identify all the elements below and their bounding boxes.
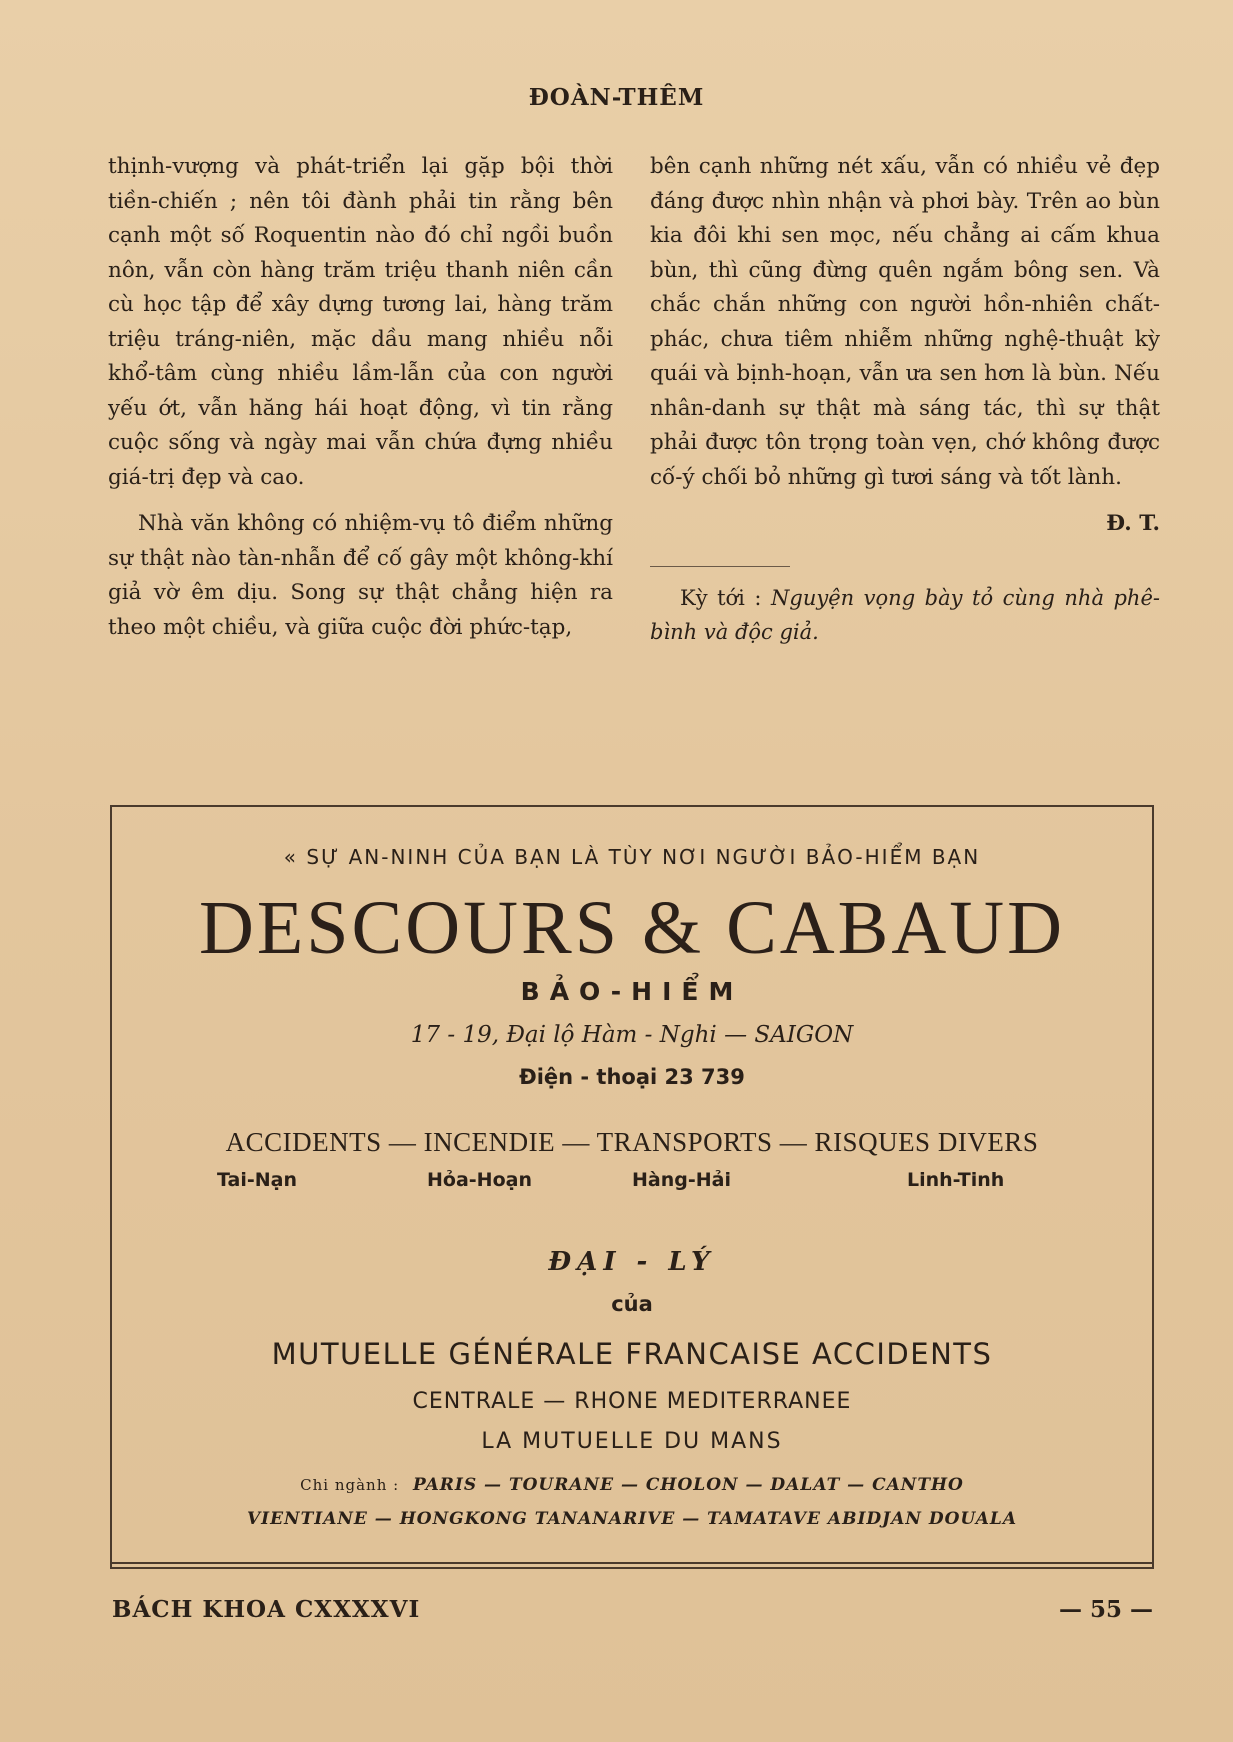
ad-branches-cities-1: PARIS — TOURANE — CHOLON — DALAT — CANTHO <box>413 1475 964 1495</box>
next-issue-label: Kỳ tới : <box>680 585 762 610</box>
ad-branches-line-1 <box>112 1475 1152 1495</box>
right-column <box>650 150 1160 650</box>
service-label: Hỏa-Hoạn <box>427 1169 532 1191</box>
ad-branches-label: Chi ngành : <box>300 1476 400 1494</box>
ad-subsidiary-1: CENTRALE — RHONE MEDITERRANEE <box>412 1389 852 1414</box>
insurance-advertisement <box>110 805 1154 1569</box>
ad-business-type: BẢO-HIỂM <box>520 977 744 1006</box>
ad-services-vietnamese <box>112 1169 1152 1195</box>
ad-branches-line-2: VIENTIANE — HONGKONG TANANARIVE — TAMATAVE ABIDJAN DOUALA <box>246 1509 1018 1529</box>
right-paragraph-1: bên cạnh những nét xấu, vẫn có nhiều vẻ đẹp đáng được nhìn nhận và phơi bày. Trên ao bùn kia đôi khi sen mọc, nếu chẳng ai cấm khua bùn, thì cũng đừng quên ngắm bông sen. Và chắc chắn những con người hồn-nhiên chất-phác, chưa tiêm nhiễm những nghệ-thuật kỳ quái và bịnh-hoạn, vẫn ưa sen hơn là bùn. Nếu nhân-danh sự thật mà sáng tác, thì sự thật phải được tôn trọng toàn vẹn, chớ không được cố-ý chối bỏ những gì tươi sáng và tốt lành. <box>650 154 1160 490</box>
ad-principal-company: MUTUELLE GÉNÉRALE FRANCAISE ACCIDENTS <box>271 1337 993 1371</box>
service-label: Tai-Nạn <box>217 1169 297 1191</box>
left-paragraph-1: thịnh-vượng và phát-triển lại gặp bội thời tiền-chiến ; nên tôi đành phải tin rằng bên cạnh một số Roquentin nào đó chỉ ngồi buồn nôn, vẫn còn hàng trăm triệu thanh niên cần cù học tập để xây dựng tương lai, hàng trăm triệu tráng-niên, mặc dầu mang nhiều nỗi khổ-tâm cùng nhiều lầm-lẫn của con người yếu ớt, vẫn hăng hái hoạt động, vì tin rằng cuộc sống và ngày mai vẫn chứa đựng nhiều giá-trị đẹp và cao. <box>108 154 613 490</box>
author-signature: Đ. T. <box>1106 511 1160 536</box>
ad-company-name: DESCOURS & CABAUD <box>198 886 1066 970</box>
left-paragraph-2: Nhà văn không có nhiệm-vụ tô điểm những sự thật nào tàn-nhẫn để cố gây một không-khí giả vờ êm dịu. Song sự thật chẳng hiện ra theo một chiều, và giữa cuộc đời phức-tạp, <box>108 511 613 640</box>
footer-divider <box>110 1562 1152 1564</box>
magazine-issue: BÁCH KHOA CXXXXVI <box>112 1596 421 1623</box>
ad-services-list: ACCIDENTS — INCENDIE — TRANSPORTS — RISQUES DIVERS <box>225 1127 1039 1157</box>
page-header-author: ĐOÀN-THÊM <box>528 84 705 111</box>
service-label: Linh-Tinh <box>907 1169 1005 1191</box>
divider <box>650 566 790 567</box>
service-label: Hàng-Hải <box>632 1169 731 1191</box>
page-number: — 55 — <box>1058 1596 1153 1623</box>
ad-subsidiary-2: LA MUTUELLE DU MANS <box>481 1429 783 1454</box>
ad-agent-heading: ĐẠI - LÝ <box>548 1247 716 1277</box>
ad-address: 17 - 19, Đại lộ Hàm - Nghi — SAIGON <box>410 1022 854 1048</box>
ad-slogan: « SỰ AN-NINH CỦA BẠN LÀ TÙY NƠI NGƯỜI BẢO-HIỂM BẠN <box>283 845 981 869</box>
left-column <box>108 150 613 657</box>
next-issue-note <box>650 581 1160 650</box>
ad-of-label: của <box>611 1292 653 1316</box>
next-issue-text: Nguyện vọng bày tỏ cùng nhà phê-bình và độc giả. <box>650 585 1160 644</box>
ad-phone: Điện - thoại 23 739 <box>519 1065 745 1089</box>
